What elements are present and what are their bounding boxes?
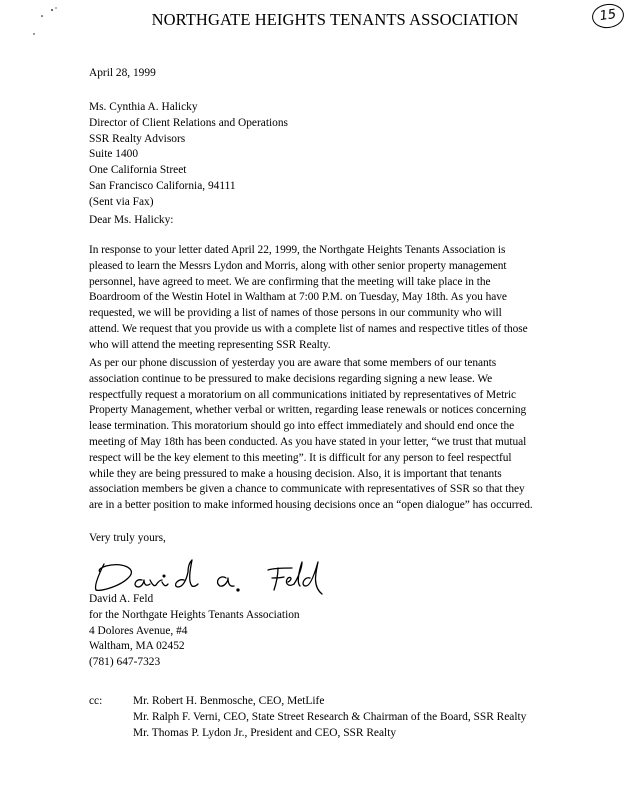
cc-recipient: Mr. Ralph F. Verni, CEO, State Street Research & Chairman of the Board, SSR Realty (133, 710, 527, 723)
paragraph-line: Property Management, whether verbal or written, regarding lease renewals or notices concerning (89, 404, 527, 417)
paragraph-line: requested, we will be providing a list of names of those persons in our community who will (89, 307, 502, 320)
paragraph-line: who will attend the meeting representing SSR Realty. (89, 338, 331, 351)
paragraph-2 (89, 356, 619, 514)
paragraph-line: In response to your letter dated April 22, 1999, the Northgate Heights Tenants Association is (89, 244, 506, 256)
cc-recipient: Mr. Thomas P. Lydon Jr., President and CEO, SSR Realty (133, 726, 397, 739)
paragraph-line: As per our phone discussion of yesterday you are aware that some members of our tenants (89, 357, 497, 369)
sender-phone: (781) 647-7323 (89, 656, 161, 669)
paragraph-line: are in a better position to make informed housing decisions once an “open dialogue” has occurred. (89, 499, 533, 512)
paragraph-line: association continue to be pressured to make decisions regarding signing a new lease. We (89, 372, 493, 385)
paragraph-line: while they are being pressured to make a housing decision. Also, it is important that tenants (89, 467, 502, 480)
cc-recipient: Mr. Robert H. Benmosche, CEO, MetLife (133, 695, 325, 707)
recipient-line: SSR Realty Advisors (89, 132, 186, 145)
recipient-line: Suite 1400 (89, 148, 139, 161)
paragraph-line: pleased to learn the Messrs Lydon and Morris, along with other senior property management (89, 259, 507, 272)
cc-label: cc: (89, 695, 103, 707)
sender-line: 4 Dolores Avenue, #4 (89, 624, 188, 637)
recipient-line: One California Street (89, 164, 187, 177)
paragraph-line: Boardroom of the Westin Hotel in Waltham at 7:00 P.M. on Tuesday, May 18th. As you have (89, 291, 507, 304)
paragraph-line: lease termination. This moratorium should go into effect immediately and should end once the (89, 420, 515, 433)
sender-block (89, 592, 619, 671)
closing: Very truly yours, (89, 532, 166, 544)
recipient-line: Ms. Cynthia A. Halicky (89, 101, 198, 113)
recipient-line: (Sent via Fax) (89, 195, 154, 208)
paragraph-line: respect will be the key element to this meeting”. It is difficult for any person to feel respectful (89, 451, 512, 464)
paragraph-line: personnel, have agreed to meet. We are confirming that the meeting will take place in the (89, 275, 491, 288)
paragraph-line: meeting of May 18th has been conducted. As you have stated in your letter, “we trust that mutual (89, 435, 527, 448)
recipient-address (89, 100, 619, 211)
letter-date: April 28, 1999 (89, 67, 156, 79)
paragraph-1 (89, 243, 619, 354)
sender-line: for the Northgate Heights Tenants Association (89, 608, 300, 621)
sender-name: David A. Feld (89, 593, 154, 605)
cc-recipients (133, 694, 526, 741)
paragraph-line: attend. We request that you provide us with a complete list of names and respective titles of those (89, 322, 528, 335)
salutation: Dear Ms. Halicky: (89, 214, 174, 226)
paragraph-line: respectfully request a moratorium on all communications initiated by representatives of Metric (89, 388, 517, 401)
page-number-handwritten: 15 (590, 2, 625, 30)
recipient-line: Director of Client Relations and Operations (89, 116, 288, 129)
sender-line: Waltham, MA 02452 (89, 640, 185, 653)
paragraph-line: association members be given a chance to communicate with representatives of SSR so that they (89, 483, 525, 496)
letterhead-title: NORTHGATE HEIGHTS TENANTS ASSOCIATION (151, 10, 519, 29)
recipient-line: San Francisco California, 94111 (89, 179, 236, 192)
